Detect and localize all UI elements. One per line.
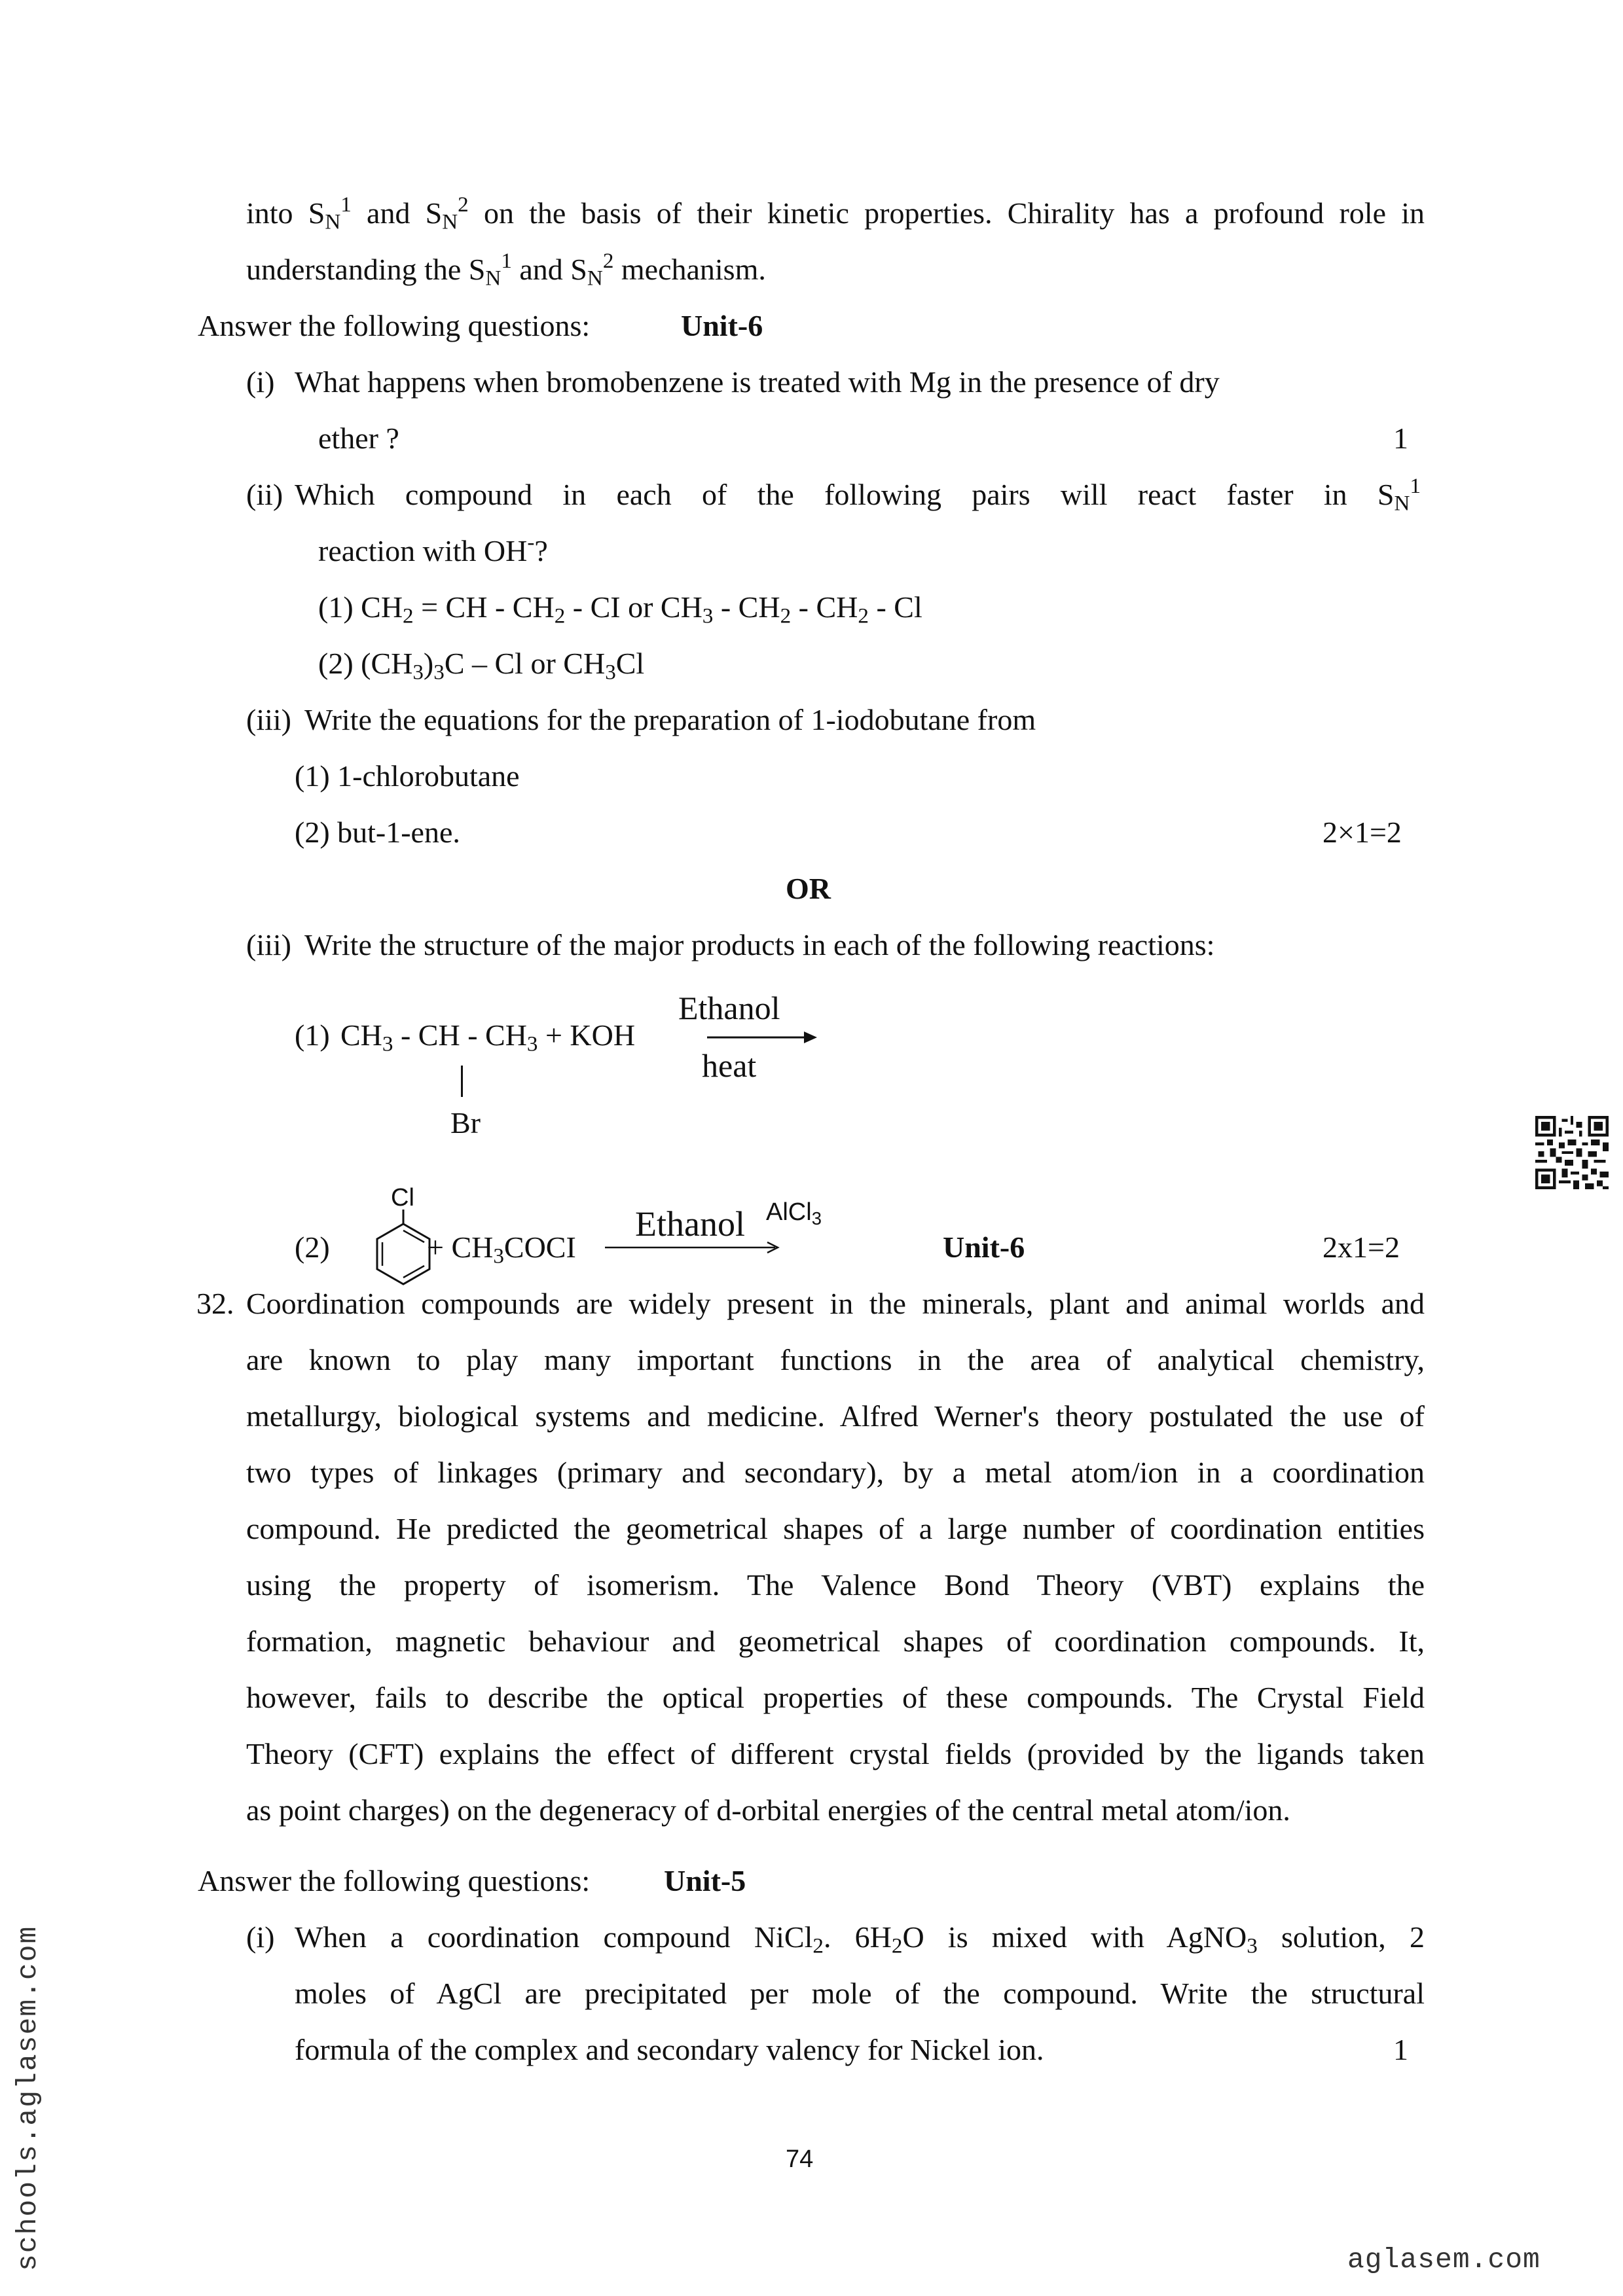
watermark-side[interactable]: schools.aglasem.com bbox=[12, 1925, 44, 2271]
question-text: reaction with OH-? bbox=[318, 529, 548, 567]
answer-prompt-q32: Answer the following questions: bbox=[198, 1864, 591, 1897]
marks: 1 bbox=[1393, 2033, 1408, 2066]
question-number: (ii) bbox=[246, 478, 283, 511]
reaction-label: (2) bbox=[295, 1230, 330, 1264]
question-text: moles of AgCl are precipitated per mole of the compound. Write the structural bbox=[295, 1977, 1425, 2010]
question-number: 32. bbox=[196, 1287, 234, 1320]
ring-substituent-label: Cl bbox=[391, 1184, 414, 1211]
marks: 2x1=2 bbox=[1322, 1230, 1400, 1264]
option-text: (1) 1-chlorobutane bbox=[295, 759, 520, 793]
passage-line: using the property of isomerism. The Valence Bond Theory (VBT) explains the bbox=[246, 1568, 1425, 1602]
marks: 1 bbox=[1393, 422, 1408, 455]
passage-line: metallurgy, biological systems and medicine. Alfred Werner's theory postulated the use of bbox=[246, 1399, 1425, 1433]
arrow-above-text: Ethanol bbox=[635, 1204, 745, 1244]
reaction-arrow bbox=[707, 1028, 818, 1047]
question-number: (iii) bbox=[246, 703, 291, 736]
passage-line: are known to play many important functions in the area of analytical chemistry, bbox=[246, 1343, 1425, 1376]
page-number: 74 bbox=[786, 2145, 814, 2173]
question-text: Which compound in each of the following pairs will react faster in $S_N^1$ bbox=[295, 473, 1421, 516]
arrow-above-text: Ethanol bbox=[678, 990, 780, 1026]
question-number: (iii) bbox=[246, 928, 291, 961]
question-number: (i) bbox=[246, 1920, 275, 1954]
passage-line: formation, magnetic behaviour and geometrical shapes of coordination compounds. It, bbox=[246, 1624, 1425, 1658]
passage-line: Coordination compounds are widely present in the minerals, plant and animal worlds and bbox=[246, 1287, 1425, 1320]
question-number: (i) bbox=[246, 365, 275, 399]
marks: 2×1=2 bbox=[1322, 816, 1402, 849]
unit-label-q31: Unit-6 bbox=[681, 309, 763, 342]
question-text: Write the equations for the preparation of 1-iodobutane from bbox=[304, 703, 1036, 736]
question-text: ether ? bbox=[318, 422, 399, 455]
arrow-below-text: heat bbox=[702, 1047, 757, 1084]
reaction-label: (1) bbox=[295, 1018, 330, 1052]
compound-pair: (2) $(CH_3)_3C$ – Cl or $CH_3Cl$ bbox=[318, 647, 645, 685]
reaction-arrow bbox=[605, 1240, 782, 1255]
intro-line-1: into $S_N^1$ and $S_N^2$ on the basis of their kinetic properties. Chirality has a profound role in bbox=[246, 192, 1425, 234]
option-text: (2) but-1-ene. bbox=[295, 816, 460, 849]
catalyst-label: AlCl$_3$ bbox=[766, 1198, 822, 1229]
bond-line bbox=[461, 1066, 463, 1097]
passage-line: Theory (CFT) explains the effect of different crystal fields (provided by the ligands taken bbox=[246, 1737, 1425, 1770]
question-text: Write the structure of the major products in each of the following reactions: bbox=[304, 928, 1215, 961]
question-text: When a coordination compound NiCl$_2$. $6H_2O$ is mixed with AgNO$_3$ solution, 2 bbox=[295, 1920, 1425, 1958]
intro-line-2: understanding the $S_N^1$ and $S_N^2$ mechanism. bbox=[246, 248, 766, 291]
substituent-label: Br bbox=[450, 1106, 481, 1139]
qr-code[interactable] bbox=[1535, 1116, 1609, 1189]
unit-label: Unit-6 bbox=[943, 1230, 1025, 1264]
question-text: formula of the complex and secondary valency for Nickel ion. bbox=[295, 2033, 1044, 2066]
unit-label-q32: Unit-5 bbox=[664, 1864, 746, 1897]
answer-prompt-q31: Answer the following questions: bbox=[198, 309, 591, 342]
reaction-reagent: + $CH_3COCI$ bbox=[427, 1230, 576, 1268]
or-separator: OR bbox=[786, 872, 831, 905]
reaction-reactants: $CH_3$ - CH - $CH_3$ + KOH bbox=[340, 1018, 636, 1056]
passage-line: compound. He predicted the geometrical shapes of a large number of coordination entities bbox=[246, 1512, 1425, 1545]
question-text: What happens when bromobenzene is treated with Mg in the presence of dry bbox=[295, 365, 1220, 399]
compound-pair: (1) $CH_2$ = CH - $CH_2$ - CI or $CH_3 - CH_2 - CH_2$ - Cl bbox=[318, 590, 922, 628]
watermark-bottom[interactable]: aglasem.com bbox=[1347, 2244, 1541, 2276]
passage-line: however, fails to describe the optical properties of these compounds. The Crystal Field bbox=[246, 1681, 1425, 1714]
passage-line: as point charges) on the degeneracy of d-orbital energies of the central metal atom/ion. bbox=[246, 1793, 1290, 1827]
passage-line: two types of linkages (primary and secondary), by a metal atom/ion in a coordination bbox=[246, 1456, 1425, 1489]
